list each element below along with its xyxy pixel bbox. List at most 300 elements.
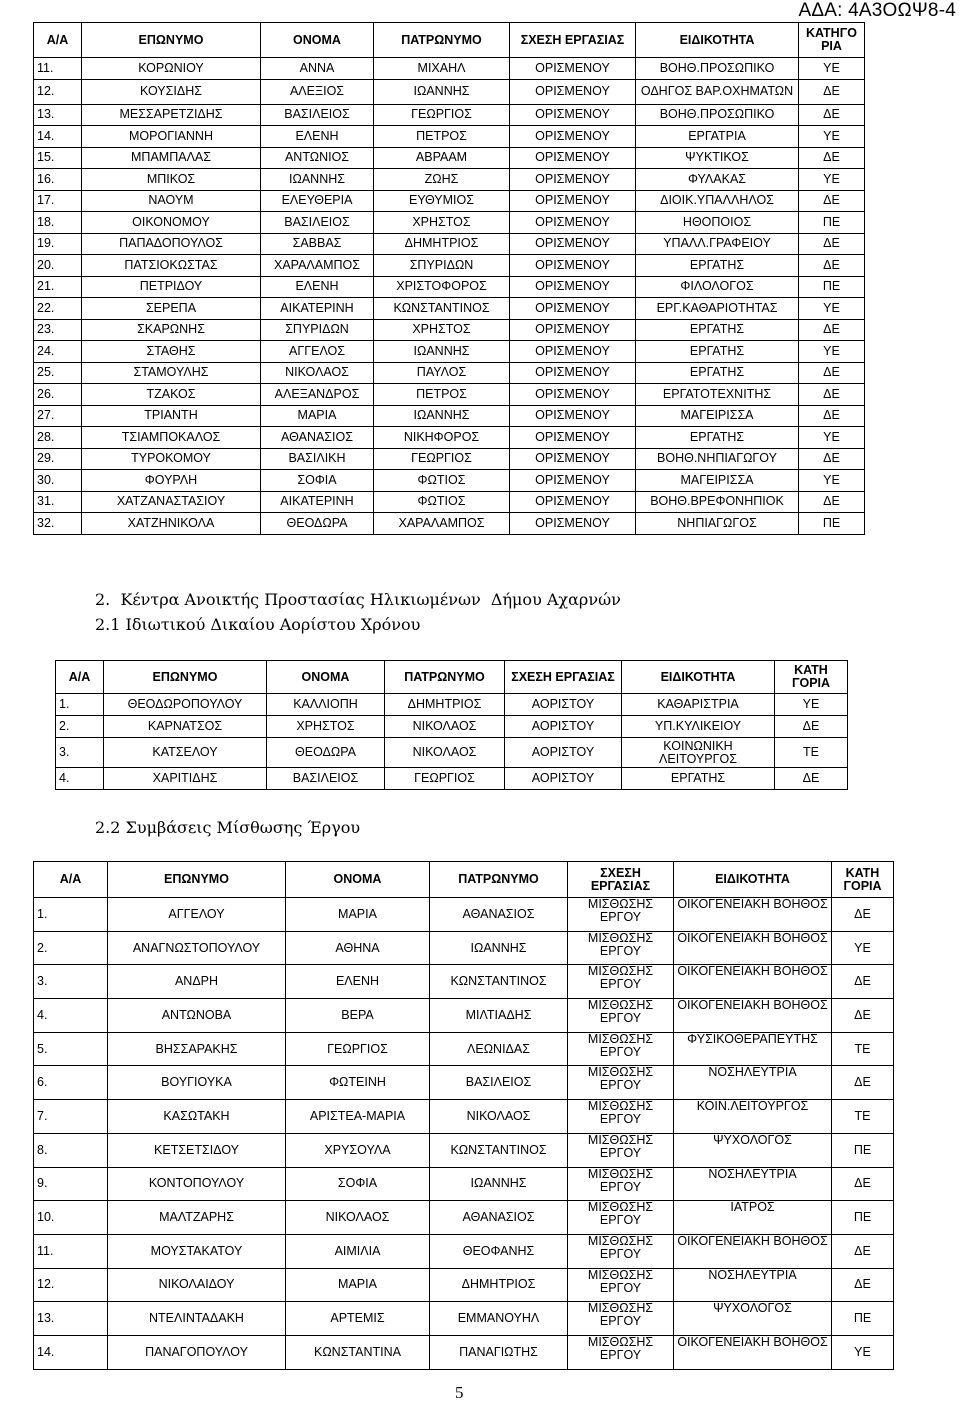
- cell-category: ΔΕ: [832, 898, 894, 932]
- cell-category: ΠΕ: [832, 1133, 894, 1167]
- cell-category: ΥΕ: [799, 126, 865, 148]
- ada-code: ΑΔΑ: 4Α3ΟΩΨ8-4: [798, 0, 956, 21]
- cell-specialty: ΟΙΚΟΓΕΝΕΙΑΚΗ ΒΟΗΘΟΣ: [674, 999, 832, 1033]
- cell-surname: ΑΝΑΓΝΩΣΤΟΠΟΥΛΟΥ: [108, 931, 286, 965]
- cell-surname: ΠΑΝΑΓΟΠΟΥΛΟΥ: [108, 1335, 286, 1369]
- table-row: [34, 1066, 894, 1100]
- cell-surname: ΜΑΛΤΖΑΡΗΣ: [108, 1201, 286, 1235]
- cell-father-name: ΙΩΑΝΝΗΣ: [374, 341, 510, 363]
- cell-category: ΔΕ: [799, 448, 865, 470]
- cell-category: ΥΕ: [799, 169, 865, 191]
- cell-surname: ΣΚΑΡΩΝΗΣ: [82, 319, 261, 341]
- cell-surname: ΝΙΚΟΛΑΙΔΟΥ: [108, 1268, 286, 1302]
- cell-specialty: ΕΡΓΑΤΟΤΕΧΝΙΤΗΣ: [636, 384, 799, 406]
- cell-category: ΔΕ: [832, 1234, 894, 1268]
- cell-father-name: ΠΑΝΑΓΙΩΤΗΣ: [430, 1335, 568, 1369]
- cell-name: ΣΑΒΒΑΣ: [261, 233, 374, 255]
- cell-category: ΥΕ: [799, 427, 865, 449]
- cell-name: ΕΛΕΥΘΕΡΙΑ: [261, 190, 374, 212]
- cell-father-name: ΦΩΤΙΟΣ: [374, 470, 510, 492]
- table-row: [34, 1335, 894, 1369]
- cell-aa: 14.: [34, 126, 82, 148]
- cell-category: ΔΕ: [799, 233, 865, 255]
- cell-category: ΠΕ: [799, 513, 865, 535]
- cell-father-name: ΝΙΚΟΛΑΟΣ: [385, 738, 505, 768]
- cell-employment-type: ΜΙΣΘΩΣΗΣ ΕΡΓΟΥ: [568, 999, 674, 1033]
- cell-employment-type: ΟΡΙΣΜΕΝΟΥ: [510, 255, 636, 277]
- table-header-row: [34, 23, 865, 58]
- cell-specialty: ΕΡΓΑΤΗΣ: [622, 768, 775, 790]
- cell-surname: ΑΓΓΕΛΟΥ: [108, 898, 286, 932]
- table-body: [34, 898, 894, 1370]
- table-header-row: [56, 661, 848, 694]
- cell-category: ΥΕ: [799, 58, 865, 80]
- cell-name: ΘΕΟΔΩΡΑ: [267, 738, 385, 768]
- table-row: [34, 212, 865, 234]
- header-category: ΚΑΤΗΓΟ ΡΙΑ: [799, 23, 865, 58]
- table-row: [34, 999, 894, 1033]
- header-name: ΟΝΟΜΑ: [267, 661, 385, 694]
- cell-category: ΥΕ: [832, 1335, 894, 1369]
- header-surname: ΕΠΩΝΥΜΟ: [104, 661, 267, 694]
- cell-employment-type: ΜΙΣΘΩΣΗΣ ΕΡΓΟΥ: [568, 1234, 674, 1268]
- cell-specialty: ΕΡΓΑΤΗΣ: [636, 362, 799, 384]
- cell-father-name: ΜΙΛΤΙΑΔΗΣ: [430, 999, 568, 1033]
- section-2-1-title: 2.1 Ιδιωτικού Δικαίου Αορίστου Χρόνου: [95, 615, 421, 634]
- table-row: [34, 898, 894, 932]
- cell-specialty: ΕΡΓΑΤΗΣ: [636, 341, 799, 363]
- cell-father-name: ΙΩΑΝΝΗΣ: [430, 931, 568, 965]
- cell-name: ΚΩΝΣΤΑΝΤΙΝΑ: [286, 1335, 430, 1369]
- cell-surname: ΤΖΑΚΟΣ: [82, 384, 261, 406]
- cell-name: ΜΑΡΙΑ: [261, 405, 374, 427]
- cell-name: ΣΟΦΙΑ: [261, 470, 374, 492]
- header-father-name: ΠΑΤΡΩΝΥΜΟ: [385, 661, 505, 694]
- cell-aa: 7.: [34, 1100, 108, 1134]
- cell-surname: ΧΑΤΖΗΝΙΚΟΛΑ: [82, 513, 261, 535]
- cell-father-name: ΔΗΜΗΤΡΙΟΣ: [430, 1268, 568, 1302]
- cell-father-name: ΓΕΩΡΓΙΟΣ: [374, 448, 510, 470]
- indefinite-contract-table: [55, 660, 848, 790]
- cell-father-name: ΠΑΥΛΟΣ: [374, 362, 510, 384]
- table-row: [34, 276, 865, 298]
- table-row: [34, 190, 865, 212]
- page-number: 5: [455, 1383, 464, 1402]
- cell-employment-type: ΟΡΙΣΜΕΝΟΥ: [510, 147, 636, 169]
- table-row: [34, 384, 865, 406]
- cell-surname: ΚΑΤΣΕΛΟΥ: [104, 738, 267, 768]
- cell-aa: 27.: [34, 405, 82, 427]
- cell-category: ΔΕ: [799, 405, 865, 427]
- cell-specialty: ΕΡΓΑΤΗΣ: [636, 319, 799, 341]
- cell-surname: ΠΕΤΡΙΔΟΥ: [82, 276, 261, 298]
- table-row: [34, 169, 865, 191]
- table-body: [56, 694, 848, 790]
- cell-specialty: ΨΥΧΟΛΟΓΟΣ: [674, 1133, 832, 1167]
- cell-category: ΔΕ: [799, 255, 865, 277]
- cell-aa: 16.: [34, 169, 82, 191]
- table-body: [34, 58, 865, 535]
- table-row: [34, 255, 865, 277]
- cell-father-name: ΖΩΗΣ: [374, 169, 510, 191]
- cell-aa: 25.: [34, 362, 82, 384]
- cell-aa: 4.: [34, 999, 108, 1033]
- cell-father-name: ΙΩΑΝΝΗΣ: [374, 405, 510, 427]
- table-row: [34, 470, 865, 492]
- cell-specialty: ΝΟΣΗΛΕΥΤΡΙΑ: [674, 1268, 832, 1302]
- cell-employment-type: ΑΟΡΙΣΤΟΥ: [505, 716, 622, 738]
- cell-surname: ΚΟΥΣΙΔΗΣ: [82, 79, 261, 104]
- cell-employment-type: ΜΙΣΘΩΣΗΣ ΕΡΓΟΥ: [568, 1302, 674, 1336]
- cell-surname: ΚΟΝΤΟΠΟΥΛΟΥ: [108, 1167, 286, 1201]
- cell-specialty: ΒΟΗΘ.ΒΡΕΦΟΝΗΠΙΟΚ: [636, 491, 799, 513]
- cell-name: ΧΡΥΣΟΥΛΑ: [286, 1133, 430, 1167]
- cell-category: ΠΕ: [799, 276, 865, 298]
- cell-surname: ΟΙΚΟΝΟΜΟΥ: [82, 212, 261, 234]
- cell-father-name: ΓΕΩΡΓΙΟΣ: [385, 768, 505, 790]
- cell-category: ΤΕ: [832, 1032, 894, 1066]
- cell-specialty: ΚΟΙΝ.ΛΕΙΤΟΥΡΓΟΣ: [674, 1100, 832, 1134]
- header-aa: Α/Α: [34, 862, 108, 898]
- cell-name: ΒΑΣΙΛΕΙΟΣ: [261, 212, 374, 234]
- cell-category: ΤΕ: [775, 738, 848, 768]
- cell-specialty: ΝΟΣΗΛΕΥΤΡΙΑ: [674, 1167, 832, 1201]
- cell-aa: 2.: [34, 931, 108, 965]
- cell-category: ΥΕ: [775, 694, 848, 716]
- cell-surname: ΠΑΤΣΙΟΚΩΣΤΑΣ: [82, 255, 261, 277]
- cell-name: ΙΩΑΝΝΗΣ: [261, 169, 374, 191]
- cell-name: ΑΝΝΑ: [261, 58, 374, 80]
- section-2-2-title: 2.2 Συμβάσεις Μίσθωσης Έργου: [95, 818, 361, 837]
- cell-specialty: ΚΟΙΝΩΝΙΚΗ ΛΕΙΤΟΥΡΓΟΣ: [622, 738, 775, 768]
- cell-employment-type: ΜΙΣΘΩΣΗΣ ΕΡΓΟΥ: [568, 898, 674, 932]
- table-row: [34, 58, 865, 80]
- cell-name: ΚΑΛΛΙΟΠΗ: [267, 694, 385, 716]
- header-aa: Α/Α: [56, 661, 104, 694]
- cell-name: ΕΛΕΝΗ: [261, 126, 374, 148]
- header-employment-type: ΣΧΕΣΗ ΕΡΓΑΣΙΑΣ: [568, 862, 674, 898]
- cell-aa: 20.: [34, 255, 82, 277]
- cell-specialty: ΨΥΚΤΙΚΟΣ: [636, 147, 799, 169]
- cell-specialty: ΝΗΠΙΑΓΩΓΟΣ: [636, 513, 799, 535]
- header-employment-type: ΣΧΕΣΗ ΕΡΓΑΣΙΑΣ: [510, 23, 636, 58]
- cell-surname: ΜΠΙΚΟΣ: [82, 169, 261, 191]
- cell-category: ΥΕ: [799, 298, 865, 320]
- cell-aa: 30.: [34, 470, 82, 492]
- cell-specialty: ΥΠΑΛΛ.ΓΡΑΦΕΙΟΥ: [636, 233, 799, 255]
- cell-surname: ΣΤΑΜΟΥΛΗΣ: [82, 362, 261, 384]
- cell-father-name: ΕΥΘΥΜΙΟΣ: [374, 190, 510, 212]
- cell-category: ΔΕ: [775, 768, 848, 790]
- table-row: [34, 427, 865, 449]
- header-category: ΚΑΤΗ ΓΟΡΙΑ: [775, 661, 848, 694]
- cell-specialty: ΟΙΚΟΓΕΝΕΙΑΚΗ ΒΟΗΘΟΣ: [674, 1234, 832, 1268]
- cell-employment-type: ΟΡΙΣΜΕΝΟΥ: [510, 104, 636, 126]
- cell-surname: ΦΟΥΡΛΗ: [82, 470, 261, 492]
- cell-aa: 11.: [34, 1234, 108, 1268]
- cell-aa: 2.: [56, 716, 104, 738]
- table-row: [34, 448, 865, 470]
- cell-employment-type: ΟΡΙΣΜΕΝΟΥ: [510, 233, 636, 255]
- table-row: [34, 1032, 894, 1066]
- cell-surname: ΝΤΕΛΙΝΤΑΔΑΚΗ: [108, 1302, 286, 1336]
- cell-father-name: ΔΗΜΗΤΡΙΟΣ: [374, 233, 510, 255]
- cell-employment-type: ΟΡΙΣΜΕΝΟΥ: [510, 212, 636, 234]
- cell-surname: ΘΕΟΔΩΡΟΠΟΥΛΟΥ: [104, 694, 267, 716]
- cell-specialty: ΒΟΗΘ.ΠΡΟΣΩΠΙΚΟ: [636, 58, 799, 80]
- cell-specialty: ΝΟΣΗΛΕΥΤΡΙΑ: [674, 1066, 832, 1100]
- cell-aa: 1.: [34, 898, 108, 932]
- cell-surname: ΣΤΑΘΗΣ: [82, 341, 261, 363]
- cell-father-name: ΕΜΜΑΝΟΥΗΛ: [430, 1302, 568, 1336]
- cell-employment-type: ΟΡΙΣΜΕΝΟΥ: [510, 470, 636, 492]
- cell-name: ΑΘΗΝΑ: [286, 931, 430, 965]
- table-row: [34, 233, 865, 255]
- header-father-name: ΠΑΤΡΩΝΥΜΟ: [430, 862, 568, 898]
- cell-specialty: ΟΙΚΟΓΕΝΕΙΑΚΗ ΒΟΗΘΟΣ: [674, 965, 832, 999]
- cell-specialty: ΕΡΓΑΤΗΣ: [636, 255, 799, 277]
- cell-name: ΑΛΕΞΙΟΣ: [261, 79, 374, 104]
- cell-father-name: ΧΑΡΑΛΑΜΠΟΣ: [374, 513, 510, 535]
- cell-surname: ΠΑΠΑΔΟΠΟΥΛΟΣ: [82, 233, 261, 255]
- cell-employment-type: ΟΡΙΣΜΕΝΟΥ: [510, 405, 636, 427]
- cell-aa: 26.: [34, 384, 82, 406]
- table-row: [34, 1268, 894, 1302]
- cell-specialty: ΔΙΟΙΚ.ΥΠΑΛΛΗΛΟΣ: [636, 190, 799, 212]
- cell-father-name: ΔΗΜΗΤΡΙΟΣ: [385, 694, 505, 716]
- cell-father-name: ΧΡΗΣΤΟΣ: [374, 319, 510, 341]
- cell-specialty: ΜΑΓΕΙΡΙΣΣΑ: [636, 405, 799, 427]
- cell-aa: 10.: [34, 1201, 108, 1235]
- cell-surname: ΧΑΤΖΑΝΑΣΤΑΣΙΟΥ: [82, 491, 261, 513]
- cell-specialty: ΕΡΓ.ΚΑΘΑΡΙΟΤΗΤΑΣ: [636, 298, 799, 320]
- cell-category: ΔΕ: [799, 491, 865, 513]
- cell-aa: 11.: [34, 58, 82, 80]
- cell-aa: 24.: [34, 341, 82, 363]
- cell-father-name: ΒΑΣΙΛΕΙΟΣ: [430, 1066, 568, 1100]
- cell-category: ΔΕ: [799, 384, 865, 406]
- cell-surname: ΜΟΥΣΤΑΚΑΤΟΥ: [108, 1234, 286, 1268]
- cell-specialty: ΙΑΤΡΟΣ: [674, 1201, 832, 1235]
- cell-name: ΒΕΡΑ: [286, 999, 430, 1033]
- table-row: [34, 104, 865, 126]
- work-contract-table: [33, 861, 894, 1370]
- cell-specialty: ΦΥΣΙΚΟΘΕΡΑΠΕΥΤΗΣ: [674, 1032, 832, 1066]
- cell-surname: ΤΡΙΑΝΤΗ: [82, 405, 261, 427]
- cell-aa: 17.: [34, 190, 82, 212]
- cell-employment-type: ΜΙΣΘΩΣΗΣ ΕΡΓΟΥ: [568, 965, 674, 999]
- cell-employment-type: ΟΡΙΣΜΕΝΟΥ: [510, 79, 636, 104]
- cell-specialty: ΟΙΚΟΓΕΝΕΙΑΚΗ ΒΟΗΘΟΣ: [674, 898, 832, 932]
- cell-aa: 15.: [34, 147, 82, 169]
- cell-aa: 6.: [34, 1066, 108, 1100]
- cell-surname: ΚΑΡΝΑΤΣΟΣ: [104, 716, 267, 738]
- cell-father-name: ΦΩΤΙΟΣ: [374, 491, 510, 513]
- cell-name: ΒΑΣΙΛΕΙΟΣ: [267, 768, 385, 790]
- cell-aa: 14.: [34, 1335, 108, 1369]
- table-row: [56, 738, 848, 768]
- header-specialty: ΕΙΔΙΚΟΤΗΤΑ: [622, 661, 775, 694]
- cell-father-name: ΣΠΥΡΙΔΩΝ: [374, 255, 510, 277]
- cell-name: ΑΝΤΩΝΙΟΣ: [261, 147, 374, 169]
- cell-specialty: ΕΡΓΑΤΗΣ: [636, 427, 799, 449]
- cell-aa: 22.: [34, 298, 82, 320]
- cell-aa: 9.: [34, 1167, 108, 1201]
- cell-aa: 12.: [34, 79, 82, 104]
- cell-specialty: ΒΟΗΘ.ΝΗΠΙΑΓΩΓΟΥ: [636, 448, 799, 470]
- cell-specialty: ΜΑΓΕΙΡΙΣΣΑ: [636, 470, 799, 492]
- table-row: [56, 694, 848, 716]
- cell-aa: 18.: [34, 212, 82, 234]
- table-row: [34, 965, 894, 999]
- cell-specialty: ΨΥΧΟΛΟΓΟΣ: [674, 1302, 832, 1336]
- cell-aa: 31.: [34, 491, 82, 513]
- cell-father-name: ΧΡΗΣΤΟΣ: [374, 212, 510, 234]
- cell-aa: 29.: [34, 448, 82, 470]
- cell-specialty: ΗΘΟΠΟΙΟΣ: [636, 212, 799, 234]
- cell-specialty: ΟΔΗΓΟΣ ΒΑΡ.ΟΧΗΜΑΤΩΝ: [636, 79, 799, 104]
- table-row: [34, 1100, 894, 1134]
- cell-father-name: ΝΙΚΟΛΑΟΣ: [430, 1100, 568, 1134]
- cell-employment-type: ΟΡΙΣΜΕΝΟΥ: [510, 341, 636, 363]
- cell-father-name: ΑΒΡΑΑΜ: [374, 147, 510, 169]
- cell-father-name: ΚΩΝΣΤΑΝΤΙΝΟΣ: [430, 965, 568, 999]
- section-2-title: 2. Κέντρα Ανοικτής Προστασίας Ηλικιωμένων Δήμου Αχαρνών: [95, 590, 621, 609]
- cell-category: ΔΕ: [799, 104, 865, 126]
- cell-surname: ΧΑΡΙΤΙΔΗΣ: [104, 768, 267, 790]
- cell-name: ΕΛΕΝΗ: [261, 276, 374, 298]
- cell-employment-type: ΜΙΣΘΩΣΗΣ ΕΡΓΟΥ: [568, 1201, 674, 1235]
- cell-aa: 1.: [56, 694, 104, 716]
- table-row: [34, 126, 865, 148]
- cell-employment-type: ΟΡΙΣΜΕΝΟΥ: [510, 276, 636, 298]
- cell-name: ΧΡΗΣΤΟΣ: [267, 716, 385, 738]
- cell-category: ΔΕ: [832, 965, 894, 999]
- table-row: [34, 147, 865, 169]
- cell-surname: ΒΟΥΓΙΟΥΚΑ: [108, 1066, 286, 1100]
- cell-specialty: ΦΙΛΟΛΟΓΟΣ: [636, 276, 799, 298]
- cell-employment-type: ΟΡΙΣΜΕΝΟΥ: [510, 491, 636, 513]
- table-row: [34, 1133, 894, 1167]
- cell-aa: 3.: [56, 738, 104, 768]
- header-aa: Α/Α: [34, 23, 82, 58]
- cell-name: ΣΟΦΙΑ: [286, 1167, 430, 1201]
- cell-name: ΑΘΑΝΑΣΙΟΣ: [261, 427, 374, 449]
- cell-employment-type: ΟΡΙΣΜΕΝΟΥ: [510, 169, 636, 191]
- cell-name: ΑΙΚΑΤΕΡΙΝΗ: [261, 298, 374, 320]
- cell-category: ΠΕ: [832, 1302, 894, 1336]
- cell-name: ΑΙΚΑΤΕΡΙΝΗ: [261, 491, 374, 513]
- cell-surname: ΚΟΡΩΝΙΟΥ: [82, 58, 261, 80]
- cell-surname: ΒΗΣΣΑΡΑΚΗΣ: [108, 1032, 286, 1066]
- cell-surname: ΣΕΡΕΠΑ: [82, 298, 261, 320]
- cell-surname: ΜΟΡΟΓΙΑΝΝΗ: [82, 126, 261, 148]
- cell-aa: 8.: [34, 1133, 108, 1167]
- cell-name: ΑΡΙΣΤΕΑ-ΜΑΡΙΑ: [286, 1100, 430, 1134]
- cell-employment-type: ΟΡΙΣΜΕΝΟΥ: [510, 298, 636, 320]
- cell-father-name: ΑΘΑΝΑΣΙΟΣ: [430, 1201, 568, 1235]
- cell-aa: 3.: [34, 965, 108, 999]
- cell-name: ΑΓΓΕΛΟΣ: [261, 341, 374, 363]
- cell-category: ΔΕ: [775, 716, 848, 738]
- cell-name: ΜΑΡΙΑ: [286, 898, 430, 932]
- cell-name: ΘΕΟΔΩΡΑ: [261, 513, 374, 535]
- table-row: [34, 1201, 894, 1235]
- cell-employment-type: ΟΡΙΣΜΕΝΟΥ: [510, 427, 636, 449]
- cell-specialty: ΥΠ.ΚΥΛΙΚΕΙΟΥ: [622, 716, 775, 738]
- cell-name: ΧΑΡΑΛΑΜΠΟΣ: [261, 255, 374, 277]
- table-row: [34, 405, 865, 427]
- cell-category: ΠΕ: [799, 212, 865, 234]
- table-row: [34, 319, 865, 341]
- cell-aa: 5.: [34, 1032, 108, 1066]
- cell-father-name: ΛΕΩΝΙΔΑΣ: [430, 1032, 568, 1066]
- cell-surname: ΤΥΡΟΚΟΜΟΥ: [82, 448, 261, 470]
- table-row: [34, 1302, 894, 1336]
- cell-employment-type: ΑΟΡΙΣΤΟΥ: [505, 768, 622, 790]
- table-row: [34, 298, 865, 320]
- header-specialty: ΕΙΔΙΚΟΤΗΤΑ: [636, 23, 799, 58]
- cell-category: ΔΕ: [832, 1268, 894, 1302]
- table-row: [34, 1234, 894, 1268]
- cell-father-name: ΜΙΧΑΗΛ: [374, 58, 510, 80]
- cell-aa: 28.: [34, 427, 82, 449]
- table-row: [34, 1167, 894, 1201]
- cell-name: ΜΑΡΙΑ: [286, 1268, 430, 1302]
- cell-category: ΔΕ: [832, 1167, 894, 1201]
- cell-employment-type: ΜΙΣΘΩΣΗΣ ΕΡΓΟΥ: [568, 1167, 674, 1201]
- cell-name: ΕΛΕΝΗ: [286, 965, 430, 999]
- cell-father-name: ΠΕΤΡΟΣ: [374, 384, 510, 406]
- cell-father-name: ΓΕΩΡΓΙΟΣ: [374, 104, 510, 126]
- cell-employment-type: ΑΟΡΙΣΤΟΥ: [505, 738, 622, 768]
- cell-surname: ΚΑΣΩΤΑΚΗ: [108, 1100, 286, 1134]
- header-employment-type: ΣΧΕΣΗ ΕΡΓΑΣΙΑΣ: [505, 661, 622, 694]
- cell-category: ΔΕ: [799, 319, 865, 341]
- header-name: ΟΝΟΜΑ: [286, 862, 430, 898]
- cell-name: ΓΕΩΡΓΙΟΣ: [286, 1032, 430, 1066]
- cell-aa: 13.: [34, 1302, 108, 1336]
- cell-employment-type: ΜΙΣΘΩΣΗΣ ΕΡΓΟΥ: [568, 1335, 674, 1369]
- cell-aa: 12.: [34, 1268, 108, 1302]
- table-row: [34, 931, 894, 965]
- cell-specialty: ΟΙΚΟΓΕΝΕΙΑΚΗ ΒΟΗΘΟΣ: [674, 1335, 832, 1369]
- cell-aa: 23.: [34, 319, 82, 341]
- cell-surname: ΜΠΑΜΠΑΛΑΣ: [82, 147, 261, 169]
- cell-surname: ΑΝΤΩΝΟΒΑ: [108, 999, 286, 1033]
- cell-employment-type: ΟΡΙΣΜΕΝΟΥ: [510, 384, 636, 406]
- cell-category: ΔΕ: [799, 190, 865, 212]
- cell-surname: ΝΑΟΥΜ: [82, 190, 261, 212]
- cell-specialty: ΕΡΓΑΤΡΙΑ: [636, 126, 799, 148]
- table-header-row: [34, 862, 894, 898]
- cell-name: ΒΑΣΙΛΙΚΗ: [261, 448, 374, 470]
- cell-category: ΥΕ: [799, 341, 865, 363]
- cell-specialty: ΒΟΗΘ.ΠΡΟΣΩΠΙΚΟ: [636, 104, 799, 126]
- cell-employment-type: ΜΙΣΘΩΣΗΣ ΕΡΓΟΥ: [568, 1100, 674, 1134]
- cell-name: ΝΙΚΟΛΑΟΣ: [286, 1201, 430, 1235]
- cell-name: ΑΛΕΞΑΝΔΡΟΣ: [261, 384, 374, 406]
- cell-father-name: ΙΩΑΝΝΗΣ: [374, 79, 510, 104]
- cell-name: ΑΙΜΙΛΙΑ: [286, 1234, 430, 1268]
- header-category: ΚΑΤΗ ΓΟΡΙΑ: [832, 862, 894, 898]
- cell-aa: 19.: [34, 233, 82, 255]
- cell-father-name: ΙΩΑΝΝΗΣ: [430, 1167, 568, 1201]
- table-row: [34, 491, 865, 513]
- cell-name: ΝΙΚΟΛΑΟΣ: [261, 362, 374, 384]
- table-row: [34, 362, 865, 384]
- cell-father-name: ΑΘΑΝΑΣΙΟΣ: [430, 898, 568, 932]
